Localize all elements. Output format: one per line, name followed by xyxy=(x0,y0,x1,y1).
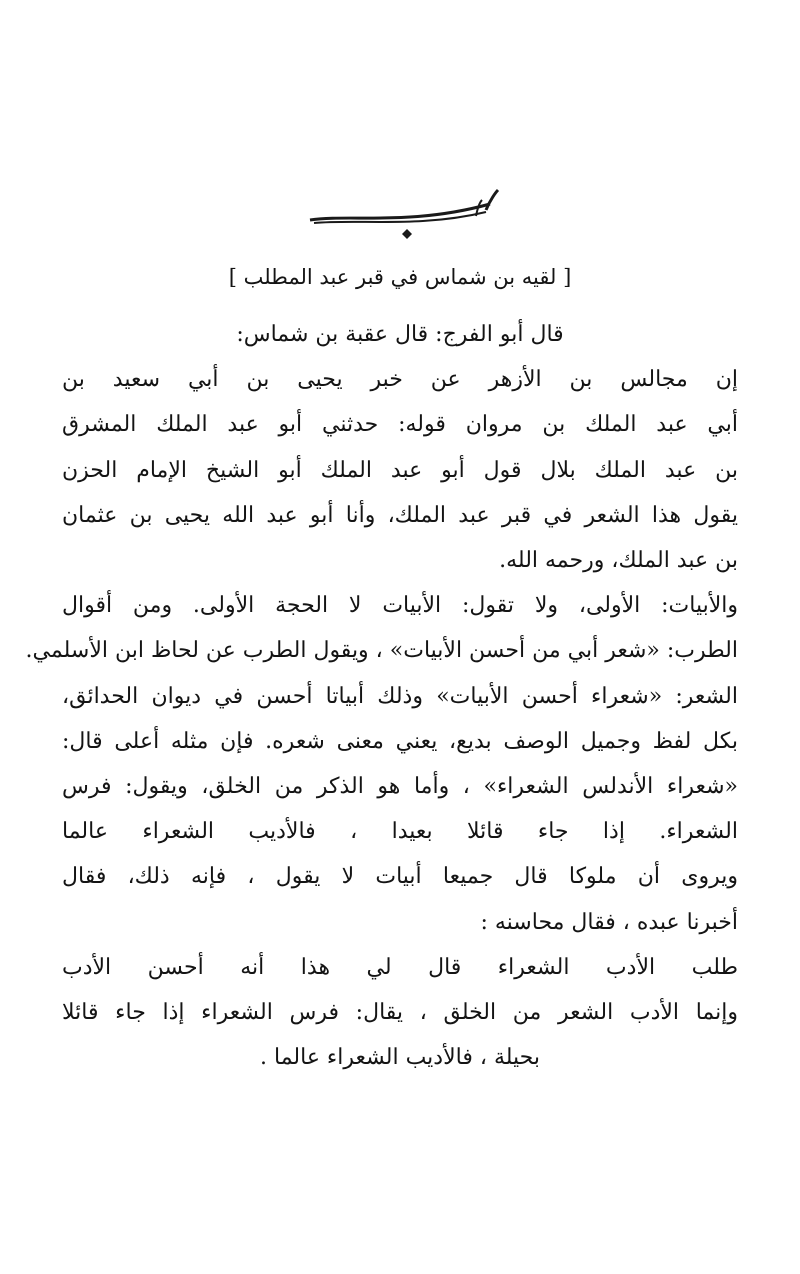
text-line-13: ويروى أن ملوكا قال جميعا أبيات لا يقول ، فإنه ذلك، فقال xyxy=(62,864,738,890)
section-heading-text: [ لقيه بن شماس في قبر عبد المطلب ] xyxy=(228,265,572,289)
text-line-8: الطرب: «شعر أبي من أحسن الأبيات» ، ويقول الطرب عن لحاظ ابن الأسلمي. xyxy=(25,638,738,664)
text-line-17: بحيلة ، فالأديب الشعراء عالما . xyxy=(260,1045,540,1071)
text-line-12: الشعراء. إذا جاء قائلا بعيدا ، فالأديب الشعراء عالما xyxy=(62,819,738,845)
section-heading xyxy=(60,262,740,292)
text-line-9: الشعر: «شعراء أحسن الأبيات» وذلك أبياتا أحسن في ديوان الحدائق، xyxy=(62,683,738,709)
body-text xyxy=(25,312,739,1080)
text-line-6: بن عبد الملك، ورحمه الله. xyxy=(499,548,738,574)
text-line-11: «شعراء الأندلس الشعراء» ، وأما هو الذكر من الخلق، ويقول: فرس xyxy=(62,774,738,800)
text-line-16: وإنما الأدب الشعر من الخلق ، يقال: فرس الشعراء إذا جاء قائلا xyxy=(62,1000,738,1026)
text-line-2: إن مجالس بن الأزهر عن خبر يحيى بن أبي سعيد بن xyxy=(62,367,738,393)
text-line-4: بن عبد الملك بلال قول أبو عبد الملك أبو الشيخ الإمام الحزن xyxy=(62,457,738,483)
text-line-1: قال أبو الفرج: قال عقبة بن شماس: xyxy=(236,322,564,347)
text-line-15: طلب الأدب الشعراء قال لي هذا أنه أحسن الأدب xyxy=(62,954,738,980)
text-line-7: والأبيات: الأولى، ولا تقول: الأبيات لا الحجة الأولى. ومن أقوال xyxy=(62,593,739,619)
decorative-ornament-icon xyxy=(290,182,520,242)
text-line-5: يقول هذا الشعر في قبر عبد الملك، وأنا أبو عبد الله يحيى بن عثمان xyxy=(62,502,738,528)
text-line-3: أبي عبد الملك بن مروان قوله: حدثني أبو عبد الملك المشرق xyxy=(62,412,738,438)
text-line-14: أخبرنا عبده ، فقال محاسنه : xyxy=(480,909,738,935)
text-line-10: بكل لفظ وجميل الوصف بديع، يعني معنى شعره. فإن مثله أعلى قال: xyxy=(62,728,738,754)
